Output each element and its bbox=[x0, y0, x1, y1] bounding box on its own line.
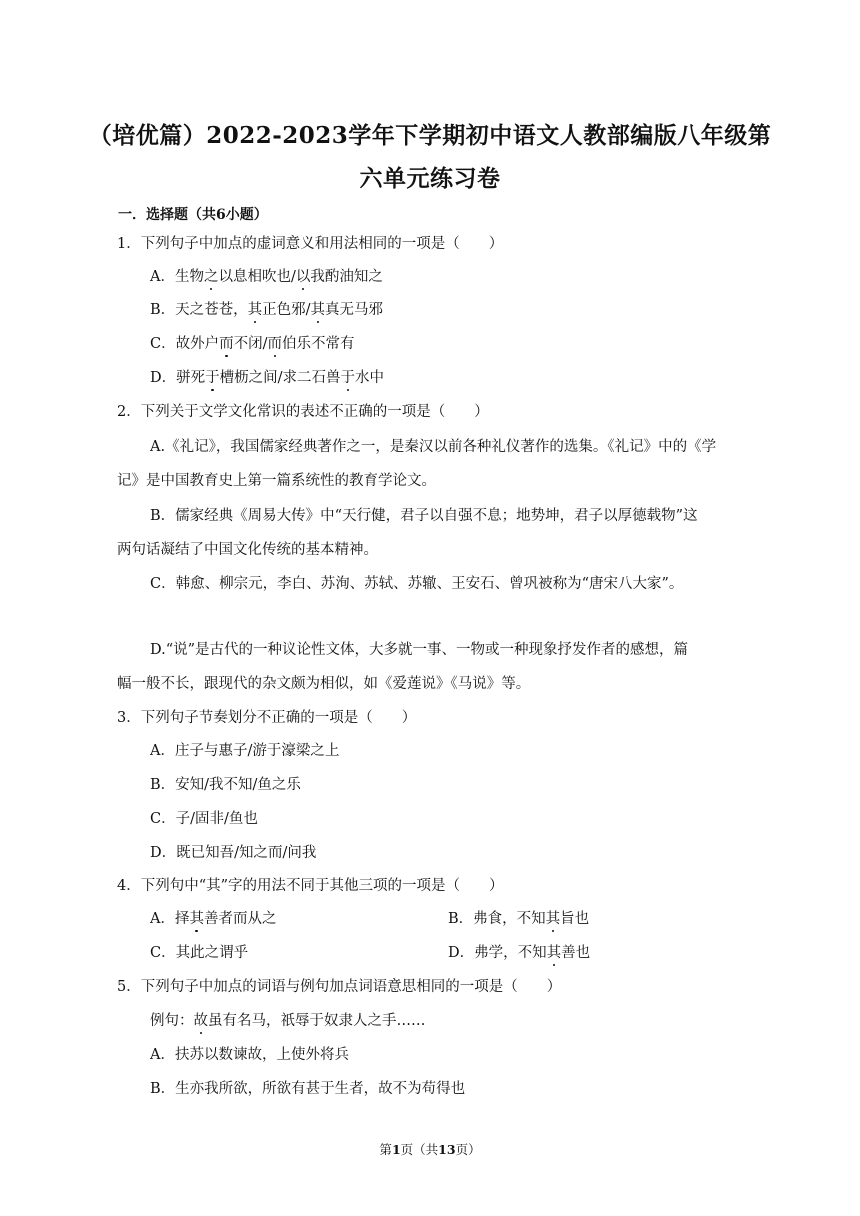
question-2-option-d: D.“说”是古代的一种议论性文体，大多就一事、一物或一种现象抒发作者的感想，篇 bbox=[150, 642, 689, 658]
question-4-option-d: D．弗学，不知其善也 bbox=[448, 945, 591, 961]
question-5-example: 例句：故虽有名马，祇辱于奴隶人之手…… bbox=[150, 1013, 426, 1029]
question-2-option-b-cont: 两句话凝结了中国文化传统的基本精神。 bbox=[117, 542, 378, 558]
question-1-option-b: B．天之苍苍，其正色邪/其真无马邪 bbox=[150, 302, 384, 318]
question-1-option-a: A．生物之以息相吹也/以我酌油知之 bbox=[150, 269, 383, 285]
question-4-option-b: B．弗食，不知其旨也 bbox=[448, 911, 590, 927]
question-2-stem: 2．下列关于文学文化常识的表述不正确的一项是（ ） bbox=[117, 404, 489, 420]
question-5-stem: 5．下列句子中加点的词语与例句加点词语意思相同的一项是（ ） bbox=[117, 979, 562, 995]
document-title-line-1: （培优篇）2022-2023学年下学期初中语文人教部编版八年级第 bbox=[88, 122, 772, 149]
page-footer: 第1页（共13页） bbox=[379, 1142, 481, 1157]
question-2-option-b: B．儒家经典《周易大传》中“天行健，君子以自强不息；地势坤，君子以厚德载物”这 bbox=[150, 508, 698, 524]
question-1-stem: 1．下列句子中加点的虚词意义和用法相同的一项是（ ） bbox=[117, 236, 504, 252]
question-3-option-b: B．安知/我不知/鱼之乐 bbox=[150, 777, 301, 793]
document-title-line-2: 六单元练习卷 bbox=[359, 165, 501, 192]
question-3-option-c: C．子/固非/鱼也 bbox=[150, 811, 258, 827]
question-2-option-a: A.《礼记》，我国儒家经典著作之一，是秦汉以前各种礼仪著作的选集。《礼记》中的《学 bbox=[150, 439, 717, 455]
question-1-option-d: D．骈死于槽枥之间/求二石兽于水中 bbox=[150, 370, 385, 386]
question-4-option-c: C．其此之谓乎 bbox=[150, 945, 249, 961]
question-5-option-b: B．生亦我所欲，所欲有甚于生者，故不为苟得也 bbox=[150, 1081, 466, 1097]
question-4-stem: 4．下列句中“其”字的用法不同于其他三项的一项是（ ） bbox=[117, 878, 504, 894]
question-3-stem: 3．下列句子节奏划分不正确的一项是（ ） bbox=[117, 710, 417, 726]
question-3-option-a: A．庄子与惠子/游于濠梁之上 bbox=[150, 743, 340, 759]
question-3-option-d: D．既已知吾/知之而/问我 bbox=[150, 845, 317, 861]
question-4-option-a: A．择其善者而从之 bbox=[150, 911, 277, 927]
question-5-option-a: A．扶苏以数谏故，上使外将兵 bbox=[150, 1047, 349, 1063]
question-2-option-c: C．韩愈、柳宗元，李白、苏洵、苏轼、苏辙、王安石、曾巩被称为“唐宋八大家”。 bbox=[150, 576, 684, 592]
question-2-option-d-cont: 幅一般不长，跟现代的杂文颇为相似，如《爱莲说》《马说》等。 bbox=[117, 676, 531, 692]
question-1-option-c: C．故外户而不闭/而伯乐不常有 bbox=[150, 336, 355, 352]
question-2-option-a-cont: 记》是中国教育史上第一篇系统性的教育学论文。 bbox=[117, 473, 436, 489]
section-heading: 一．选择题（共6小题） bbox=[118, 207, 268, 223]
